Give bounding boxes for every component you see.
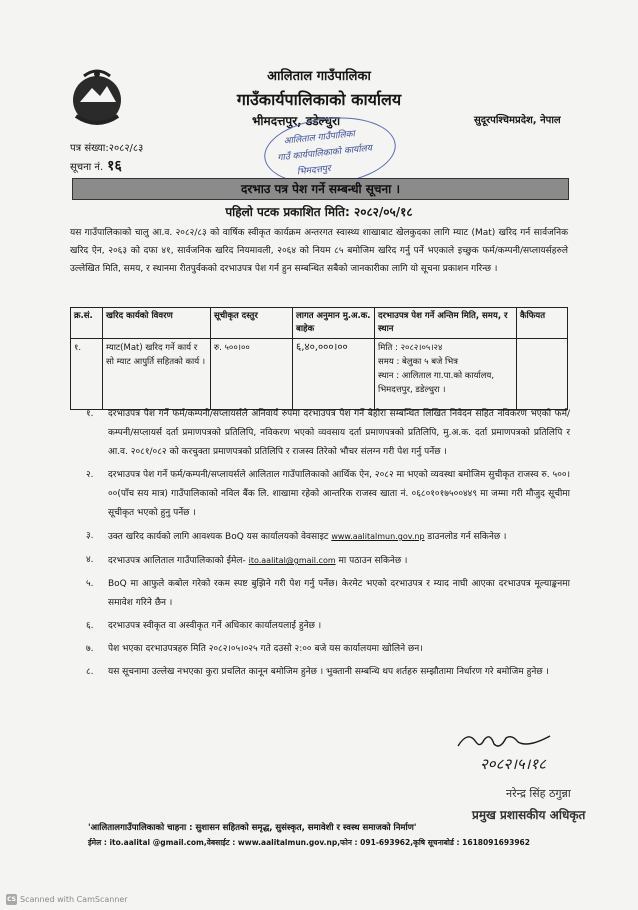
- province-label: सुदूरपश्चिमप्रदेश, नेपाल: [474, 115, 561, 126]
- footer-contact: ईमेल : ito.aalital @gmail.com,वेबसाईट : www.aalitalmun.gov.np,फोन : 091-693962,कृषि सूचनाबोर्ड : 1618091693962: [88, 838, 530, 847]
- col-description: खरिद कार्यको विवरण: [103, 308, 211, 339]
- list-item: ८. यस सूचनामा उल्लेख नभएका कुरा प्रचलित कानून बमोजिम हुनेछ । भुक्तानी सम्बन्धि थप शर्तहरु सम्झौतामा निर्धारण गरे बमोजिम हुनेछ ।: [86, 667, 549, 677]
- office-line-3: भीमदत्तपुर, डडेल्धुरा: [252, 114, 341, 128]
- reference-number: पत्र संख्या:२०८२/८३: [70, 143, 144, 154]
- scanner-watermark: [6, 894, 128, 905]
- col-sn: क्र.सं.: [71, 308, 103, 339]
- signature-date: २०८२।५।१८: [480, 755, 546, 773]
- signatory-name: नरेन्द्र सिंह ठगुन्ना: [506, 787, 571, 800]
- notice-number-value: १६: [107, 158, 122, 174]
- email-link[interactable]: ito.aalital@gmail.com: [248, 556, 336, 565]
- cell-remarks: [517, 339, 568, 410]
- list-item: ५. BoQ मा आफुले कबोल गरेको रकम स्पष्ट बुझिने गरी पेश गर्नु पर्नेछ। केरमेट भएको दरभाउपत्र र म्याद नाघी आएका दरभाउपत्र मूल्याङ्कनमा समावेश गरिने छैन ।: [86, 579, 570, 608]
- procurement-table: [70, 307, 568, 410]
- stamp-line-2: गाउँ कार्यपालिकाको कार्यालय: [276, 143, 373, 164]
- col-remarks: कैफियत: [517, 308, 568, 339]
- office-line-1: आलिताल गाउँपालिका: [267, 69, 371, 84]
- camscanner-icon: CS: [7, 896, 16, 903]
- col-estimate: लागत अनुमान मु.अ.क. बाहेक: [293, 308, 375, 339]
- cell-fee: रु. ५००।००: [211, 339, 293, 410]
- table-row: [71, 339, 568, 410]
- list-item: २. दरभाउपत्र पेश गर्ने फर्म/कम्पनी/सप्लायर्सले आलिताल गाउँपालिकाको आर्थिक ऐन, २०८२ मा भएको व्यवस्था बमोजिम सुचीकृत राजस्व रु. ५००।००(पाँच सय मात्र) गाउँपालिकाको नविल बैंक लि. शाखामा रहेको आन्तरिक राजस्व खाता नं. ०६८०१०१७५००४४९ मा जम्मा गरी मौजुद सूचीमा सूचीकृत भएको हुनु पर्नेछ ।: [86, 470, 570, 518]
- notice-intro: यस गाउँपालिकाको चालु आ.व. २०८२/८३ को वार्षिक स्वीकृत कार्यक्रम अन्तरगत स्वास्थ्य शाखाबाट खेलकुदका लागि म्याट (Mat) खरिद गर्न सार्वजनिक खरिद ऐन, २०६३ को दफा ४१, सार्वजनिक खरिद नियमावली, २०६४ को नियम ८५ बमोजिम खरिद गर्नु पर्ने भएकाले इच्छुक फर्म/कम्पनी/सप्लायर्सहरुले उल्लेखित मिति, समय, र स्थानमा रीतपुर्वकको दरभाउपत्र पेश गर्न हुन सम्बन्धित सबैको जानकारीका लागि यो सूचना प्रकाशन गरिन्छ ।: [70, 228, 568, 274]
- list-item: ३. उक्त खरिद कार्यको लागि आवश्यक BoQ यस कार्यालयको वेवसाइट www.aalitalmun.gov.np डाउनलोड गर्न सकिनेछ ।: [86, 531, 507, 542]
- conditions-list: [86, 405, 570, 686]
- cell-estimate: ६,४०,०००।००: [293, 339, 375, 410]
- list-item: ७. पेश भएका दरभाउपत्रहरु मिति २०८२।०५।०२५ गते दउसो २:०० बजे यस कार्यालयमा खोलिने छन।: [86, 644, 423, 654]
- col-deadline: दरभाउपत्र पेश गर्ने अन्तिम मिति, समय, र स्थान: [375, 308, 517, 339]
- publication-date: पहिलो पटक प्रकाशित मिति: २०८२/०५/१८: [225, 205, 413, 219]
- signature-scribble: [454, 728, 554, 754]
- stamp-line-3: भिमदत्तपुर: [296, 164, 332, 178]
- office-line-2: गाउँकार्यपालिकाको कार्यालय: [236, 90, 402, 109]
- website-link[interactable]: www.aalitalmun.gov.np: [331, 532, 425, 541]
- list-item: ४. दरभाउपत्र आलिताल गाउँपालिकाको ईमेल- ito.aalital@gmail.com मा पठाउन सकिनेछ ।: [86, 555, 408, 566]
- footer-slogan: 'आलितालगाउँपालिकाको चाहना : सुशासन सहितको समृद्ध, सुसंस्कृत, समावेशी र स्वस्थ समाजको निर्माण': [88, 823, 417, 833]
- list-item: १. दरभाउपत्र पेश गर्ने फर्म/कम्पनी/सप्लायर्सले अनिवार्य रुपमा दरभाउपत्र पेश गर्ने बेहोरा सम्बन्धित लिखित निवेदन सहित नविकरण भएको फर्म/कम्पनी/सप्लायर्स दर्ता प्रमाणपत्रको प्रतिलिपि, नविकरण भएको व्यवसाय दर्ता प्रमाणपत्रको प्रतिलिपि, मु.अ.क. दर्ता प्रमाणपत्रको प्रतिलिपि र आ.व. २०८१/०८२ को करचुक्ता प्रमाणपत्रको प्रतिलिपि र राजस्व तिरेको भौचर संलग्न गरी पेश गर्नु पर्नेछ ।: [86, 409, 570, 457]
- cell-deadline: मिति : २०८२।०५।२४ समय : बेलुका ५ बजे भित्र स्थान : आलिताल गा.पा.को कार्यालय, भिमदत्तपुर, डडेल्धुरा ।: [375, 339, 517, 410]
- cell-description: म्याट(Mat) खरिद गर्ने कार्य र सो म्याट आपुर्ति सहितको कार्य ।: [103, 339, 211, 410]
- col-fee: सूचीकृत दस्तुर: [211, 308, 293, 339]
- list-item: ६. दरभाउपत्र स्वीकृत वा अस्वीकृत गर्ने अधिकार कार्यालयलाई हुनेछ ।: [86, 621, 322, 631]
- notice-title: दरभाउ पत्र पेश गर्ने सम्बन्धी सूचना ।: [72, 178, 569, 200]
- notice-number: [70, 156, 122, 175]
- scanner-watermark-text: Scanned with CamScanner: [20, 895, 128, 904]
- notice-number-label: सूचना नं.: [70, 162, 104, 173]
- signatory-title: प्रमुख प्रशासकीय अधिकृत: [472, 808, 586, 822]
- cell-sn: १.: [71, 339, 103, 410]
- stamp-line-1: आलिताल गाउँपालिका: [283, 129, 356, 147]
- table-header-row: [71, 308, 568, 339]
